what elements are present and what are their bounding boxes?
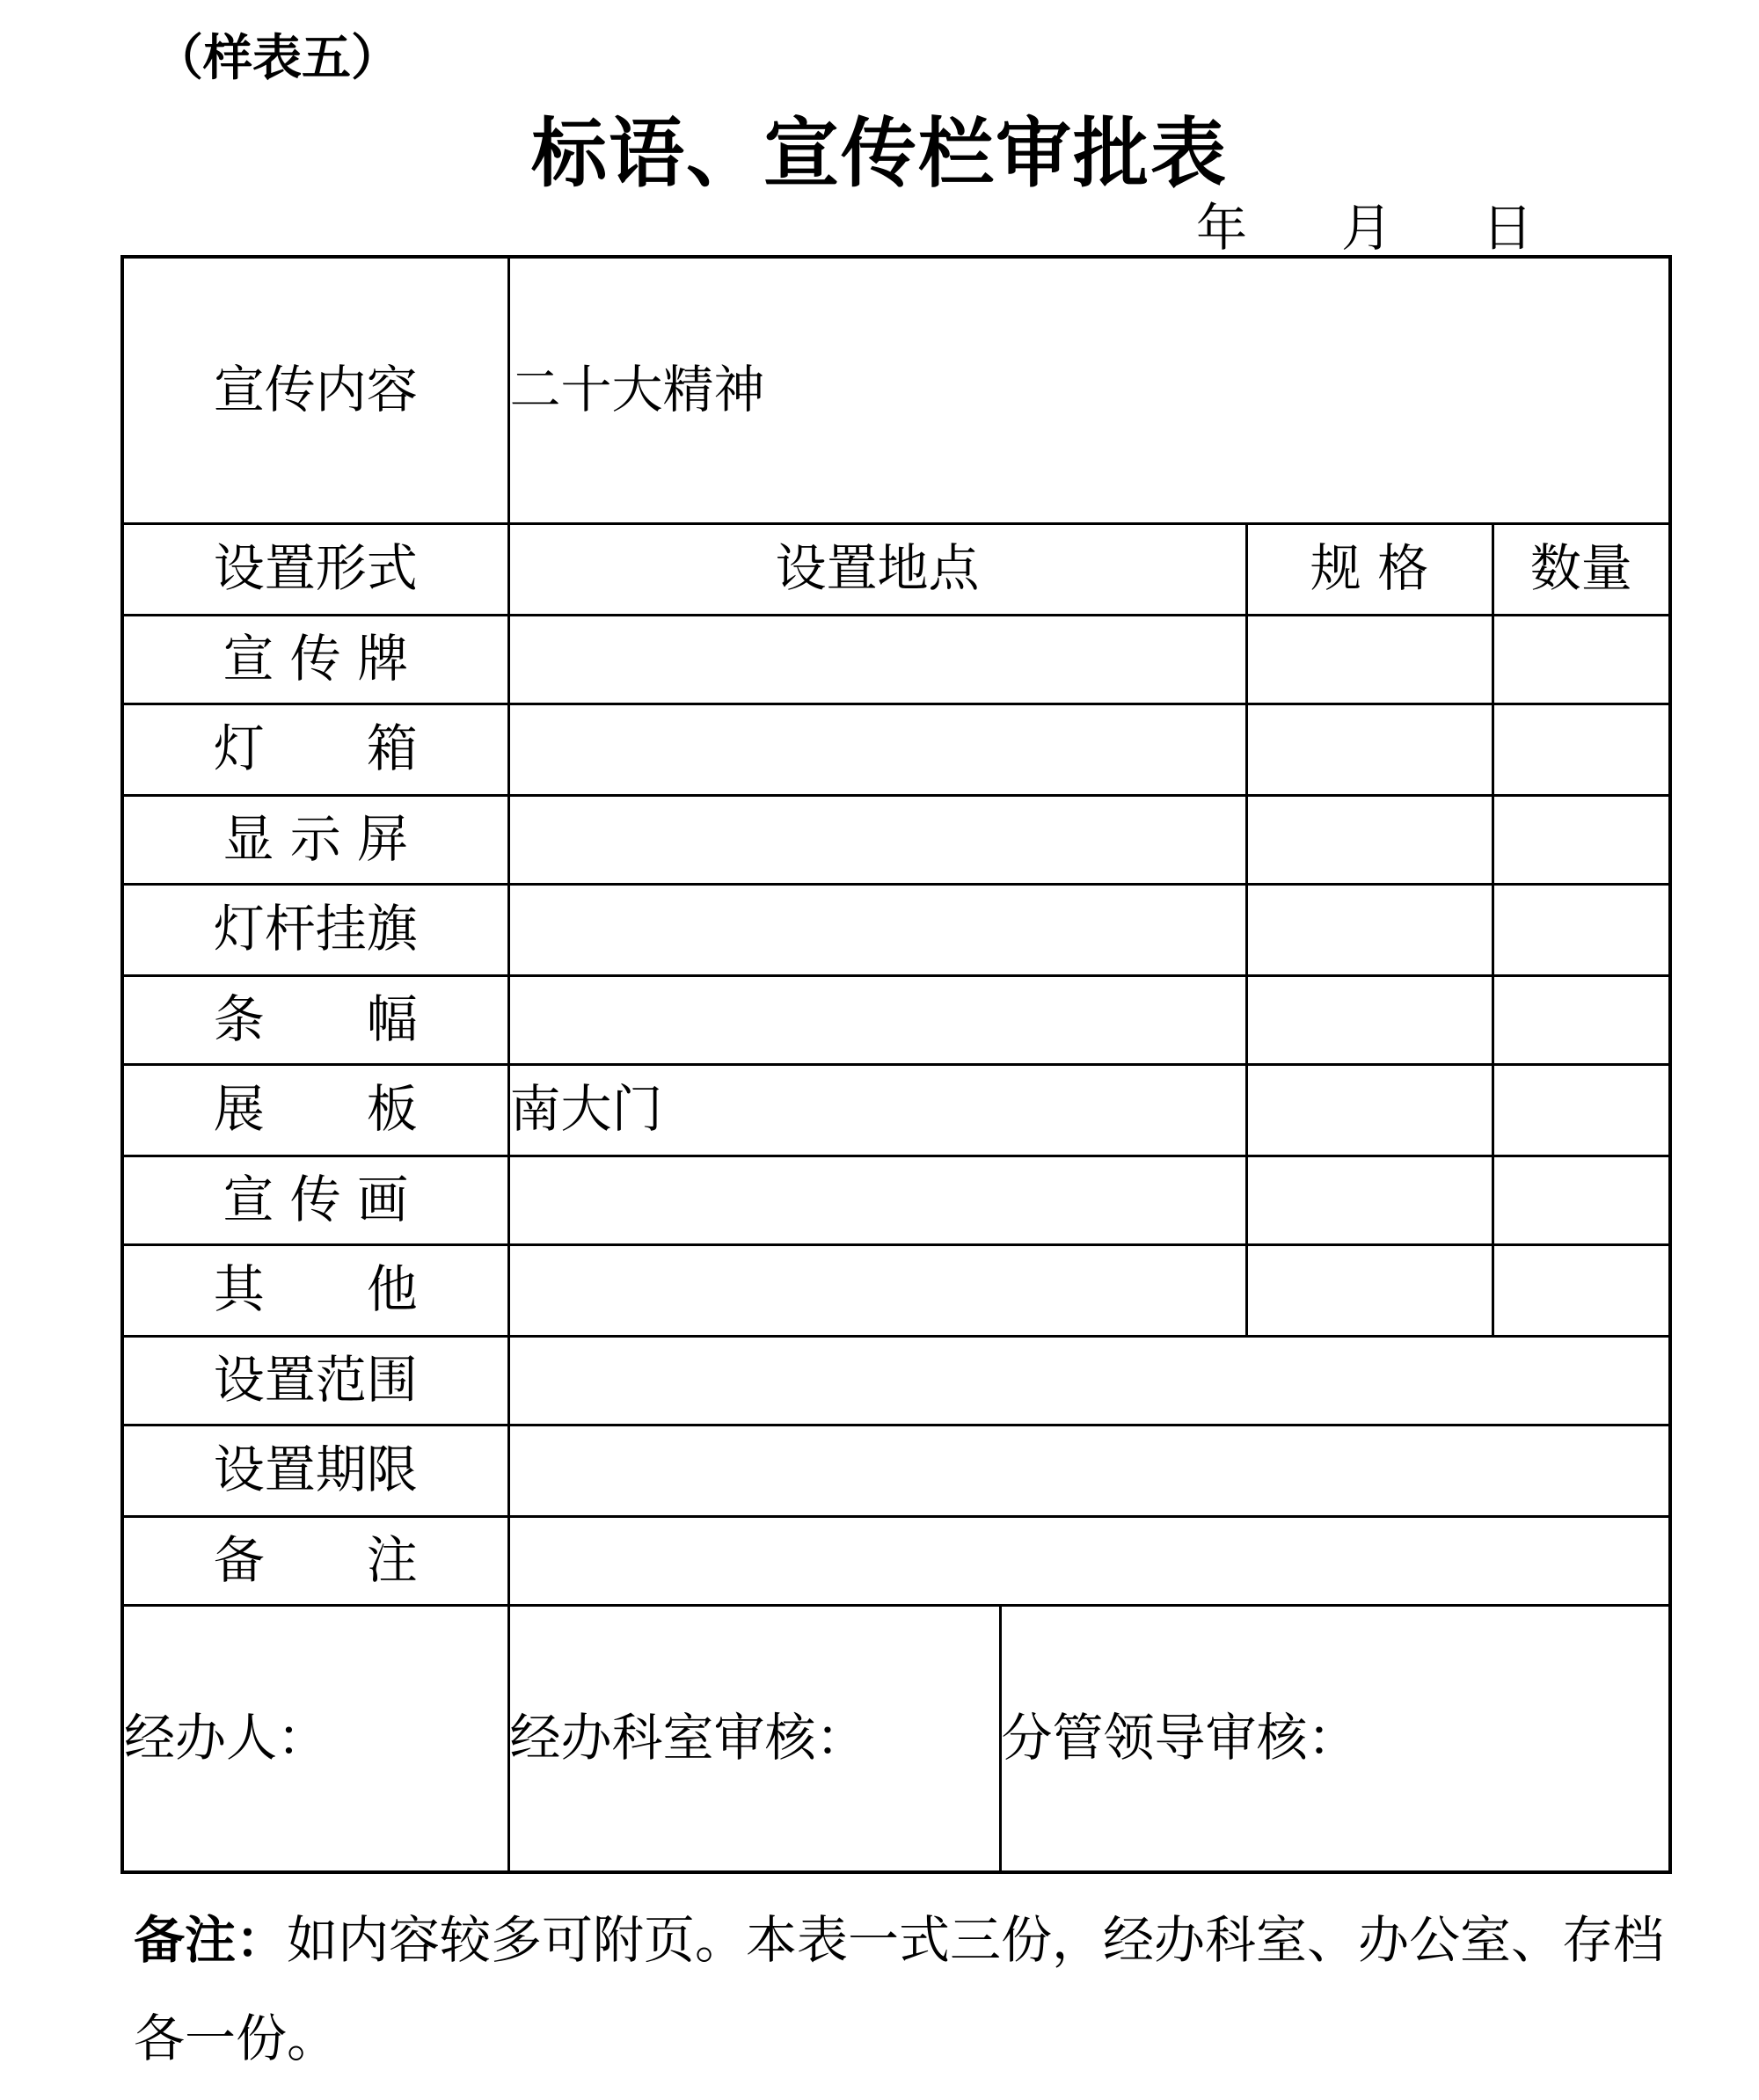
item-label: 其 他 bbox=[122, 1244, 508, 1336]
header-form: 设置形式 bbox=[122, 523, 508, 615]
item-label: 展 板 bbox=[122, 1064, 508, 1156]
item-location bbox=[508, 704, 1246, 795]
handler-signature: 经办人： bbox=[122, 1605, 508, 1872]
header-spec: 规 格 bbox=[1246, 523, 1493, 615]
item-quantity bbox=[1493, 1244, 1670, 1336]
scope-row bbox=[122, 1336, 1670, 1425]
item-location bbox=[508, 1244, 1246, 1336]
footnote-label: 备注： bbox=[134, 1910, 288, 1970]
item-location bbox=[508, 975, 1246, 1064]
item-spec bbox=[1246, 704, 1493, 795]
item-quantity bbox=[1493, 615, 1670, 704]
item-label: 灯 箱 bbox=[122, 704, 508, 795]
table-row bbox=[122, 975, 1670, 1064]
content-label: 宣传内容 bbox=[122, 257, 508, 523]
date-year: 年 bbox=[1196, 198, 1248, 258]
table-row bbox=[122, 884, 1670, 975]
item-quantity bbox=[1493, 795, 1670, 884]
date-day: 日 bbox=[1482, 198, 1534, 258]
remark-value bbox=[508, 1516, 1670, 1605]
item-quantity bbox=[1493, 704, 1670, 795]
header-location: 设置地点 bbox=[508, 523, 1246, 615]
signature-row bbox=[122, 1605, 1670, 1872]
content-value: 二十大精神 bbox=[508, 257, 1670, 523]
item-label: 显 示 屏 bbox=[122, 795, 508, 884]
item-quantity bbox=[1493, 975, 1670, 1064]
item-spec bbox=[1246, 1244, 1493, 1336]
period-row bbox=[122, 1425, 1670, 1516]
sample-label: （样表五） bbox=[154, 30, 400, 87]
header-quantity: 数量 bbox=[1493, 523, 1670, 615]
content-row bbox=[122, 257, 1670, 523]
item-spec bbox=[1246, 795, 1493, 884]
table-row bbox=[122, 1156, 1670, 1244]
remark-label: 备 注 bbox=[122, 1516, 508, 1605]
period-value bbox=[508, 1425, 1670, 1516]
item-spec bbox=[1246, 1156, 1493, 1244]
item-location bbox=[508, 884, 1246, 975]
item-location bbox=[508, 615, 1246, 704]
footnote bbox=[134, 1891, 1682, 2088]
form-title: 标语、宣传栏审批表 bbox=[531, 109, 1228, 198]
item-quantity bbox=[1493, 1064, 1670, 1156]
table-row bbox=[122, 1064, 1670, 1156]
item-quantity bbox=[1493, 1156, 1670, 1244]
leader-review-signature: 分管领导审核： bbox=[1000, 1605, 1670, 1872]
item-label: 灯杆挂旗 bbox=[122, 884, 508, 975]
item-spec bbox=[1246, 615, 1493, 704]
footnote-text: 如内容较多可附页。本表一式三份，经办科室、办公室、存档各一份。 bbox=[134, 1910, 1665, 2068]
remark-row bbox=[122, 1516, 1670, 1605]
scope-value bbox=[508, 1336, 1670, 1425]
item-location bbox=[508, 1156, 1246, 1244]
office-review-signature: 经办科室审核： bbox=[508, 1605, 1000, 1872]
table-row bbox=[122, 1244, 1670, 1336]
period-label: 设置期限 bbox=[122, 1425, 508, 1516]
item-location: 南大门 bbox=[508, 1064, 1246, 1156]
table-row bbox=[122, 615, 1670, 704]
header-row bbox=[122, 523, 1670, 615]
item-label: 条 幅 bbox=[122, 975, 508, 1064]
table-row bbox=[122, 795, 1670, 884]
item-spec bbox=[1246, 975, 1493, 1064]
item-location bbox=[508, 795, 1246, 884]
approval-table bbox=[120, 255, 1672, 1874]
date-month: 月 bbox=[1341, 198, 1393, 258]
scope-label: 设置范围 bbox=[122, 1336, 508, 1425]
item-label: 宣 传 画 bbox=[122, 1156, 508, 1244]
table-row bbox=[122, 704, 1670, 795]
item-label: 宣 传 牌 bbox=[122, 615, 508, 704]
item-spec bbox=[1246, 1064, 1493, 1156]
item-spec bbox=[1246, 884, 1493, 975]
item-quantity bbox=[1493, 884, 1670, 975]
